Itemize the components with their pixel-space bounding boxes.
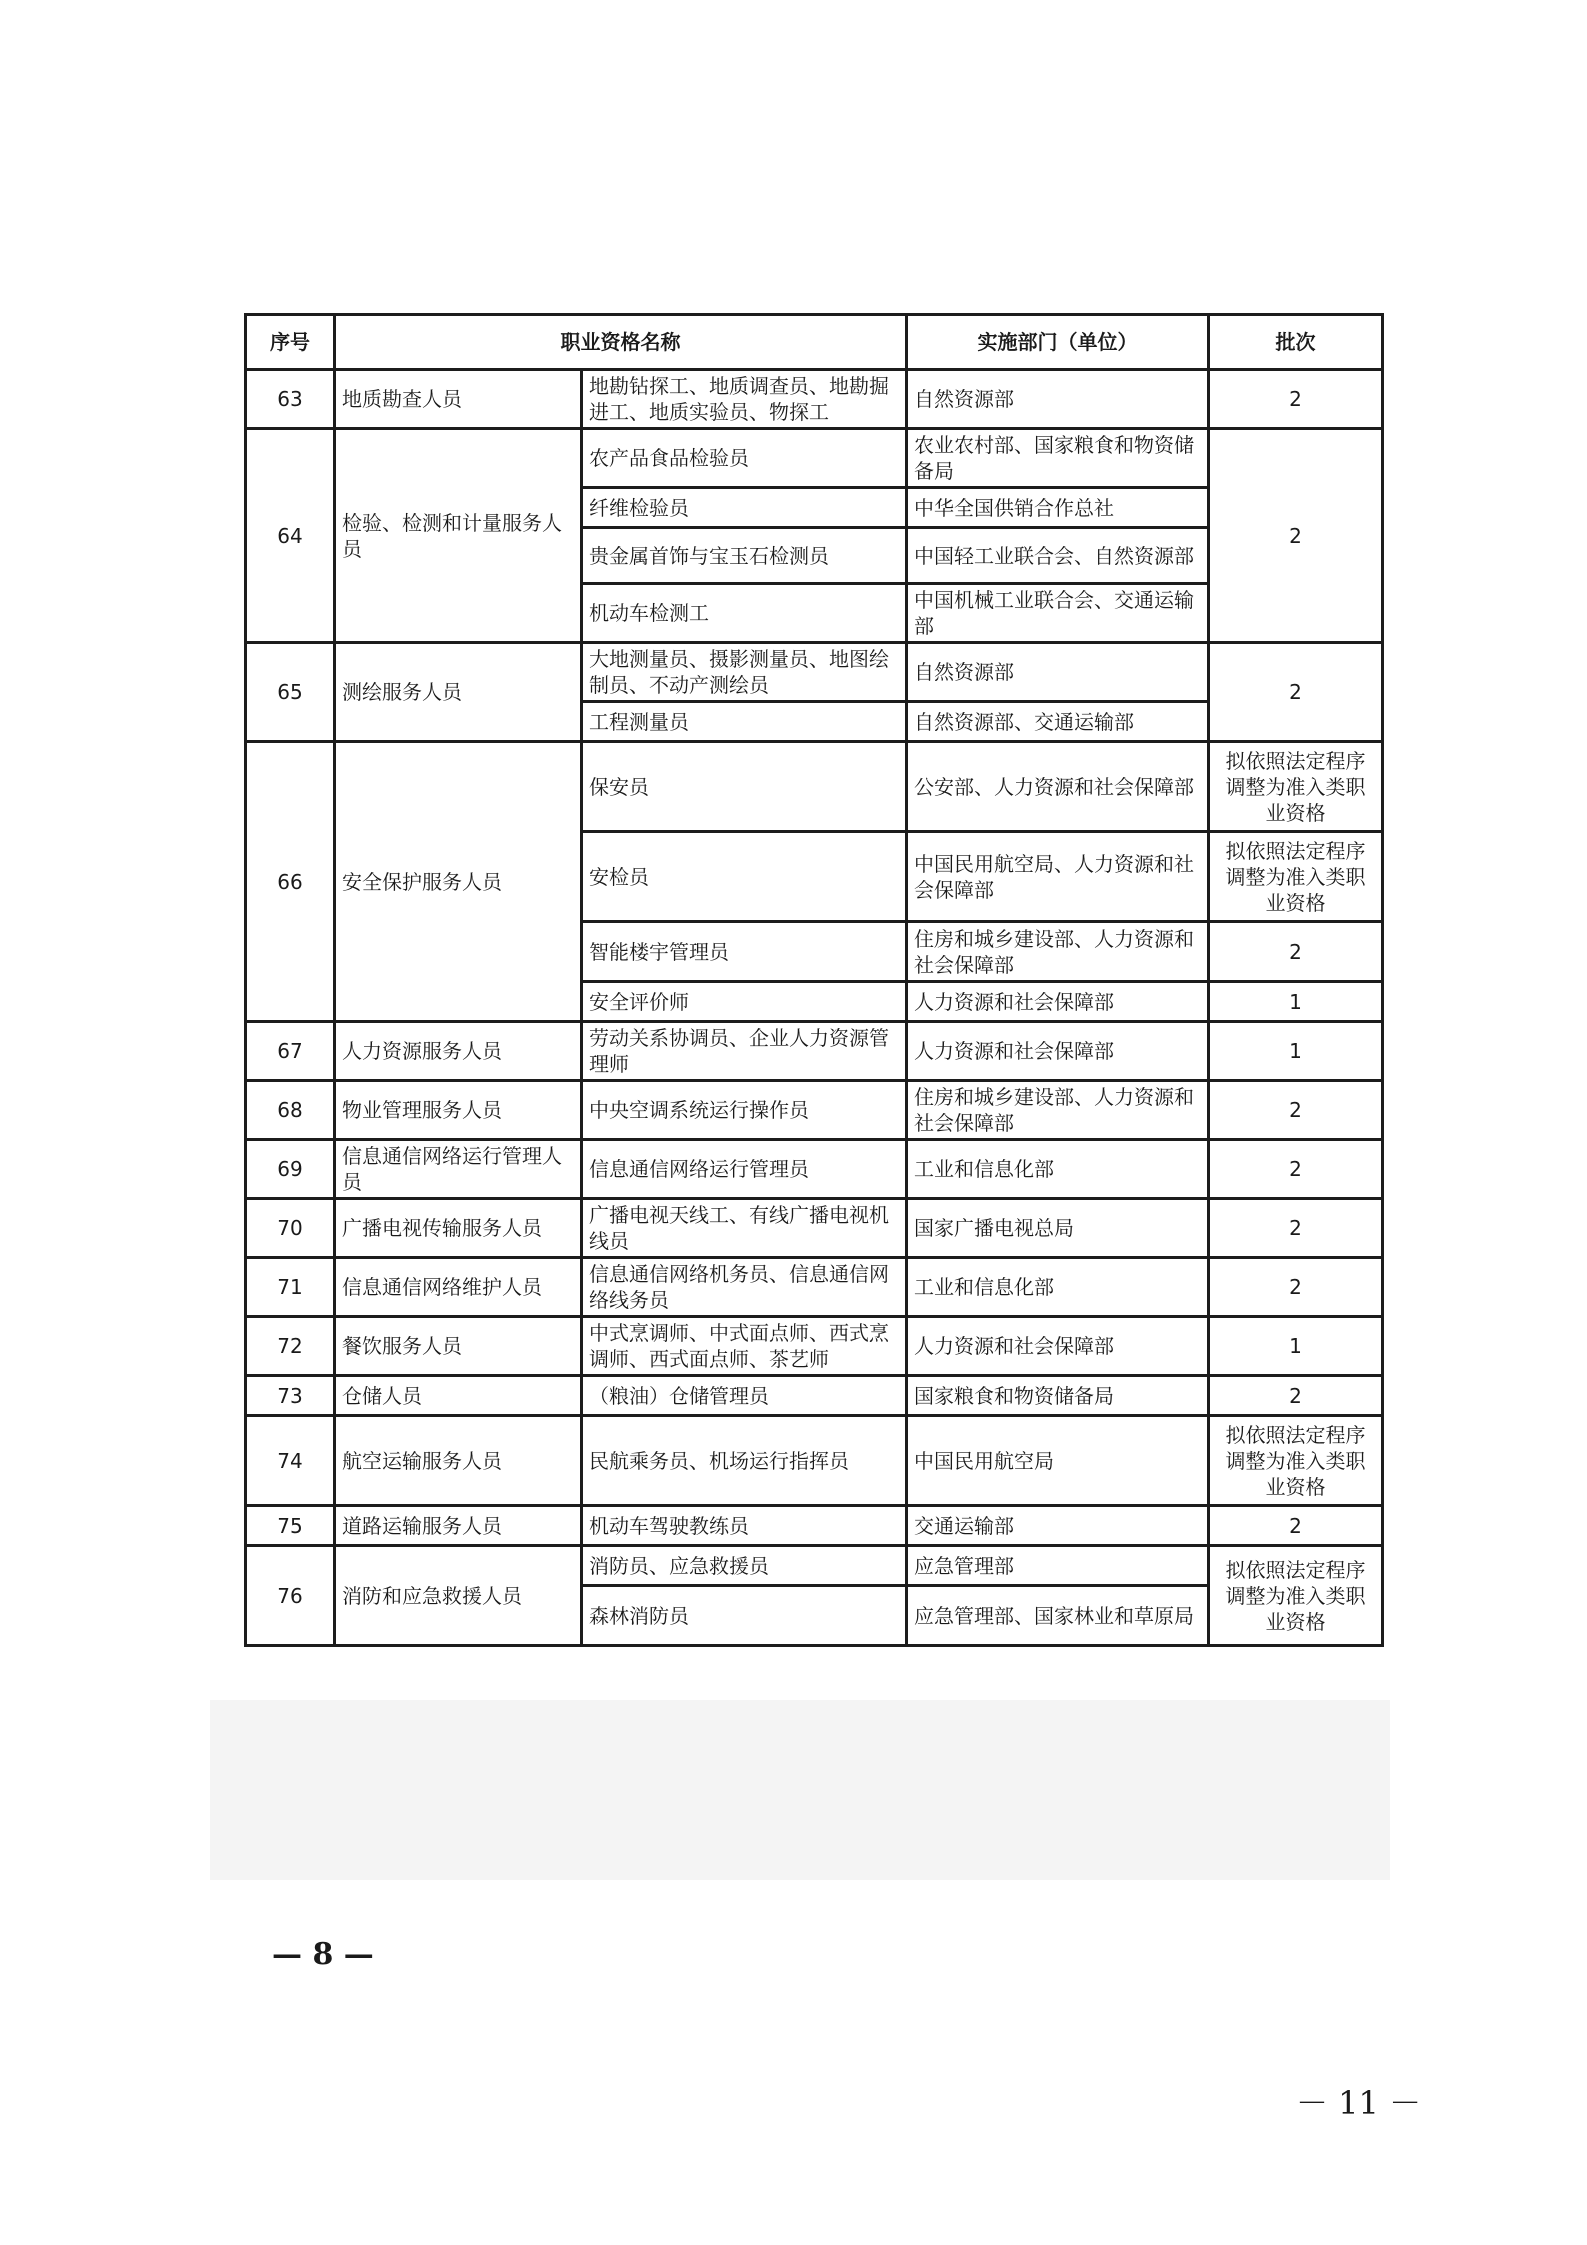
header-no: 序号 [246,315,335,370]
batch: 2 [1209,643,1383,742]
batch: 拟依照法定程序调整为准入类职业资格 [1209,832,1383,922]
header-name: 职业资格名称 [335,315,907,370]
qualification-table [244,313,1384,1647]
implementing-dept: 交通运输部 [907,1506,1209,1546]
row-number: 63 [246,370,335,429]
implementing-dept: 国家广播电视总局 [907,1199,1209,1258]
table-row [246,1317,1383,1376]
table-header-row [246,315,1383,370]
qualification-name: （粮油）仓储管理员 [582,1376,907,1416]
row-number: 66 [246,742,335,1022]
row-category: 道路运输服务人员 [335,1506,582,1546]
table-row [246,1546,1383,1586]
implementing-dept: 公安部、人力资源和社会保障部 [907,742,1209,832]
table-row [246,1376,1383,1416]
row-number: 65 [246,643,335,742]
qualification-name: 信息通信网络运行管理员 [582,1140,907,1199]
batch: 2 [1209,922,1383,982]
qualification-table-container [244,313,1381,1647]
qualification-name: 机动车驾驶教练员 [582,1506,907,1546]
implementing-dept: 中国轻工业联合会、自然资源部 [907,528,1209,584]
batch: 1 [1209,982,1383,1022]
batch: 2 [1209,1506,1383,1546]
row-number: 67 [246,1022,335,1081]
row-number: 73 [246,1376,335,1416]
table-row [246,370,1383,429]
qualification-name: 智能楼宇管理员 [582,922,907,982]
row-category: 测绘服务人员 [335,643,582,742]
scan-shadow [210,1700,1390,1880]
table-row [246,1022,1383,1081]
batch: 2 [1209,1081,1383,1140]
implementing-dept: 中国民用航空局 [907,1416,1209,1506]
qualification-name: 贵金属首饰与宝玉石检测员 [582,528,907,584]
implementing-dept: 应急管理部、国家林业和草原局 [907,1586,1209,1646]
qualification-name: 广播电视天线工、有线广播电视机线员 [582,1199,907,1258]
batch: 1 [1209,1022,1383,1081]
table-row [246,1506,1383,1546]
qualification-name: 中式烹调师、中式面点师、西式烹调师、西式面点师、茶艺师 [582,1317,907,1376]
header-dept: 实施部门（单位） [907,315,1209,370]
row-category: 人力资源服务人员 [335,1022,582,1081]
qualification-name: 消防员、应急救援员 [582,1546,907,1586]
table-row [246,429,1383,488]
implementing-dept: 人力资源和社会保障部 [907,1317,1209,1376]
header-batch: 批次 [1209,315,1383,370]
qualification-name: 森林消防员 [582,1586,907,1646]
row-number: 68 [246,1081,335,1140]
table-row [246,1416,1383,1506]
qualification-name: 劳动关系协调员、企业人力资源管理师 [582,1022,907,1081]
row-number: 71 [246,1258,335,1317]
table-row [246,1140,1383,1199]
batch: 拟依照法定程序调整为准入类职业资格 [1209,742,1383,832]
implementing-dept: 自然资源部、交通运输部 [907,702,1209,742]
qualification-name: 民航乘务员、机场运行指挥员 [582,1416,907,1506]
qualification-name: 保安员 [582,742,907,832]
implementing-dept: 工业和信息化部 [907,1140,1209,1199]
row-category: 航空运输服务人员 [335,1416,582,1506]
qualification-name: 纤维检验员 [582,488,907,528]
batch: 2 [1209,1258,1383,1317]
inner-page-number: — 8 — [272,1937,374,1972]
implementing-dept: 工业和信息化部 [907,1258,1209,1317]
implementing-dept: 住房和城乡建设部、人力资源和社会保障部 [907,1081,1209,1140]
row-number: 64 [246,429,335,643]
table-body [246,370,1383,1646]
table-row [246,1199,1383,1258]
qualification-name: 机动车检测工 [582,584,907,643]
row-number: 72 [246,1317,335,1376]
row-category: 信息通信网络运行管理人员 [335,1140,582,1199]
qualification-name: 工程测量员 [582,702,907,742]
table-row [246,742,1383,832]
batch: 2 [1209,1376,1383,1416]
implementing-dept: 人力资源和社会保障部 [907,982,1209,1022]
row-category: 检验、检测和计量服务人员 [335,429,582,643]
implementing-dept: 住房和城乡建设部、人力资源和社会保障部 [907,922,1209,982]
row-number: 76 [246,1546,335,1646]
row-category: 信息通信网络维护人员 [335,1258,582,1317]
implementing-dept: 农业农村部、国家粮食和物资储备局 [907,429,1209,488]
implementing-dept: 自然资源部 [907,643,1209,702]
batch: 2 [1209,370,1383,429]
qualification-name: 地勘钻探工、地质调查员、地勘掘进工、地质实验员、物探工 [582,370,907,429]
table-row [246,1081,1383,1140]
row-category: 地质勘查人员 [335,370,582,429]
row-number: 70 [246,1199,335,1258]
implementing-dept: 人力资源和社会保障部 [907,1022,1209,1081]
batch: 拟依照法定程序调整为准入类职业资格 [1209,1416,1383,1506]
row-category: 广播电视传输服务人员 [335,1199,582,1258]
implementing-dept: 中国民用航空局、人力资源和社会保障部 [907,832,1209,922]
row-category: 物业管理服务人员 [335,1081,582,1140]
qualification-name: 安全评价师 [582,982,907,1022]
qualification-name: 农产品食品检验员 [582,429,907,488]
implementing-dept: 中国机械工业联合会、交通运输部 [907,584,1209,643]
row-number: 74 [246,1416,335,1506]
row-category: 消防和应急救援人员 [335,1546,582,1646]
batch: 2 [1209,1199,1383,1258]
row-category: 餐饮服务人员 [335,1317,582,1376]
batch: 拟依照法定程序调整为准入类职业资格 [1209,1546,1383,1646]
table-row [246,1258,1383,1317]
row-category: 仓储人员 [335,1376,582,1416]
qualification-name: 大地测量员、摄影测量员、地图绘制员、不动产测绘员 [582,643,907,702]
implementing-dept: 国家粮食和物资储备局 [907,1376,1209,1416]
batch: 2 [1209,429,1383,643]
row-category: 安全保护服务人员 [335,742,582,1022]
table-row [246,643,1383,702]
outer-page-number: － 11 － [1296,2084,1422,2122]
row-number: 75 [246,1506,335,1546]
qualification-name: 信息通信网络机务员、信息通信网络线务员 [582,1258,907,1317]
implementing-dept: 自然资源部 [907,370,1209,429]
qualification-name: 安检员 [582,832,907,922]
qualification-name: 中央空调系统运行操作员 [582,1081,907,1140]
implementing-dept: 中华全国供销合作总社 [907,488,1209,528]
row-number: 69 [246,1140,335,1199]
batch: 2 [1209,1140,1383,1199]
implementing-dept: 应急管理部 [907,1546,1209,1586]
batch: 1 [1209,1317,1383,1376]
